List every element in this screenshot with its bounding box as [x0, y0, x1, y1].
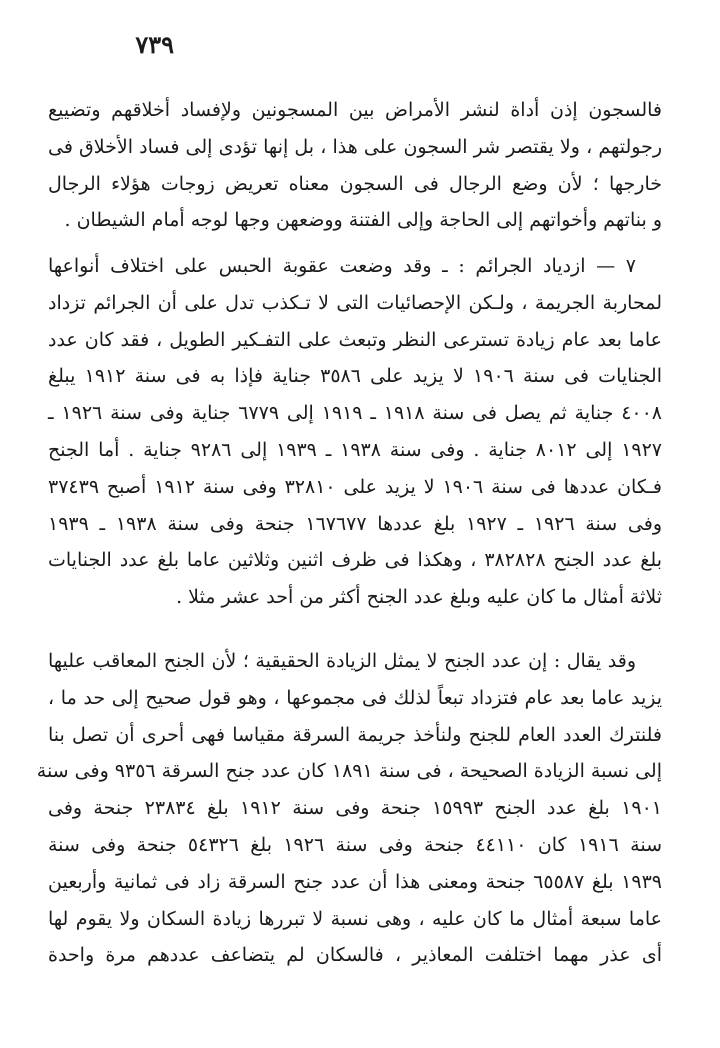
- text-line: إلى نسبة الزيادة الصحيحة ، فى سنة ١٨٩١ كان عدد جنح السرقة ٩٣٥٦ وفى سنة: [36, 760, 662, 783]
- text-line: لمحاربة الجريمة ، ولـكن الإحصائيات التى لا تـكذب تدل على أن الجرائم تزداد: [48, 291, 662, 314]
- text-line: ثلاثة أمثال ما كان عليه وبلغ عدد الجنح أكثر من أحد عشر مثلا .: [176, 586, 662, 609]
- text-line: الجنايات فى سنة ١٩٠٦ لا يزيد على ٣٥٨٦ جناية فإذا به فى سنة ١٩١٢ يبلغ: [48, 365, 663, 388]
- paragraph-theft-statistics: [36, 643, 662, 974]
- text-line: بلغ عدد الجنح ٣٨٢٨٢٨ ، وهكذا فى ظرف اثنين وثلاثين عاما بلغ عدد الجنايات: [48, 549, 662, 572]
- text-line: وقد يقال : إن عدد الجنح لا يمثل الزيادة الحقيقية ؛ لأن الجنح المعاقب عليها: [48, 650, 636, 672]
- text-line: رجولتهم ، ولا يقتصر شر السجون على هذا ، بل إنها تؤدى إلى فساد الأخلاق فى: [48, 135, 662, 158]
- text-line: فـكان عددها فى سنة ١٩٠٦ لا يزيد على ٣٢٨١٠ وفى سنة ١٩١٢ أصبح ٣٧٤٣٩: [48, 475, 662, 498]
- text-line: ١٩٣٩ بلغ ٦٥٥٨٧ جنحة ومعنى هذا أن عدد جنح السرقة زاد فى ثمانية وأربعين: [48, 870, 662, 893]
- text-line: يزيد عاما بعد عام فتزداد تبعاً لذلك فى مجموعها ، وهو قول صحيح إلى حد ما ،: [48, 686, 662, 709]
- text-line: عاما بعد عام زيادة تسترعى النظر وتبعث على التفـكير الطويل ، فقد كان عدد: [48, 328, 662, 351]
- text-line: ١٩٢٧ إلى ٨٠١٢ جناية . وفى سنة ١٩٣٨ ـ ١٩٣٩ إلى ٩٢٨٦ جناية . أما الجنح: [48, 438, 663, 461]
- text-line: ٤٠٠٨ جناية ثم يصل فى سنة ١٩١٨ ـ ١٩١٩ إلى ٦٧٧٩ جناية وفى سنة ١٩٢٦ ـ: [48, 402, 663, 425]
- section-heading-line: ٧ — ازدياد الجرائم : ـ وقد وضعت عقوبة الحبس على اختلاف أنواعها: [48, 255, 636, 277]
- text-line: و بناتهم وأخواتهم إلى الحاجة وإلى الفتنة ووضعهن وجها لوجه أمام الشيطان .: [64, 209, 662, 232]
- text-line: فالسجون إذن أداة لنشر الأمراض بين المسجونين ولإفساد أخلاقهم وتضييع: [48, 99, 662, 121]
- text-line: ١٩٠١ بلغ عدد الجنح ١٥٩٩٣ جنحة وفى سنة ١٩١٢ بلغ ٢٣٨٣٤ جنحة وفى: [48, 797, 662, 820]
- text-line: سنة ١٩١٦ كان ٤٤١١٠ جنحة وفى سنة ١٩٢٦ بلغ ٥٤٣٢٦ جنحة وفى سنة: [48, 833, 662, 856]
- text-line: أى عذر مهما اختلفت المعاذير ، فالسكان لم يتضاعف عددهم مرة واحدة: [48, 944, 662, 967]
- paragraph-prisons-corruption: [48, 92, 662, 239]
- text-line: وفى سنة ١٩٢٦ ـ ١٩٢٧ بلغ عددها ١٦٧٦٧٧ جنحة وفى سنة ١٩٣٨ ـ ١٩٣٩: [48, 512, 663, 535]
- page-number: ٧٣٩: [135, 30, 174, 59]
- text-line: خارجها ؛ لأن وضع الرجال فى السجون معناه تعريض زوجات هؤلاء الرجال: [48, 172, 662, 195]
- paragraph-crime-increase: [48, 248, 662, 616]
- text-line: فلنترك العدد العام للجنح ولنأخذ جريمة السرقة مقياسا فهى أحرى أن تصل بنا: [48, 723, 662, 746]
- text-line: عاما سبعة أمثال ما كان عليه ، وهى نسبة لا تبررها زيادة السكان ولا يقوم لها: [48, 907, 662, 930]
